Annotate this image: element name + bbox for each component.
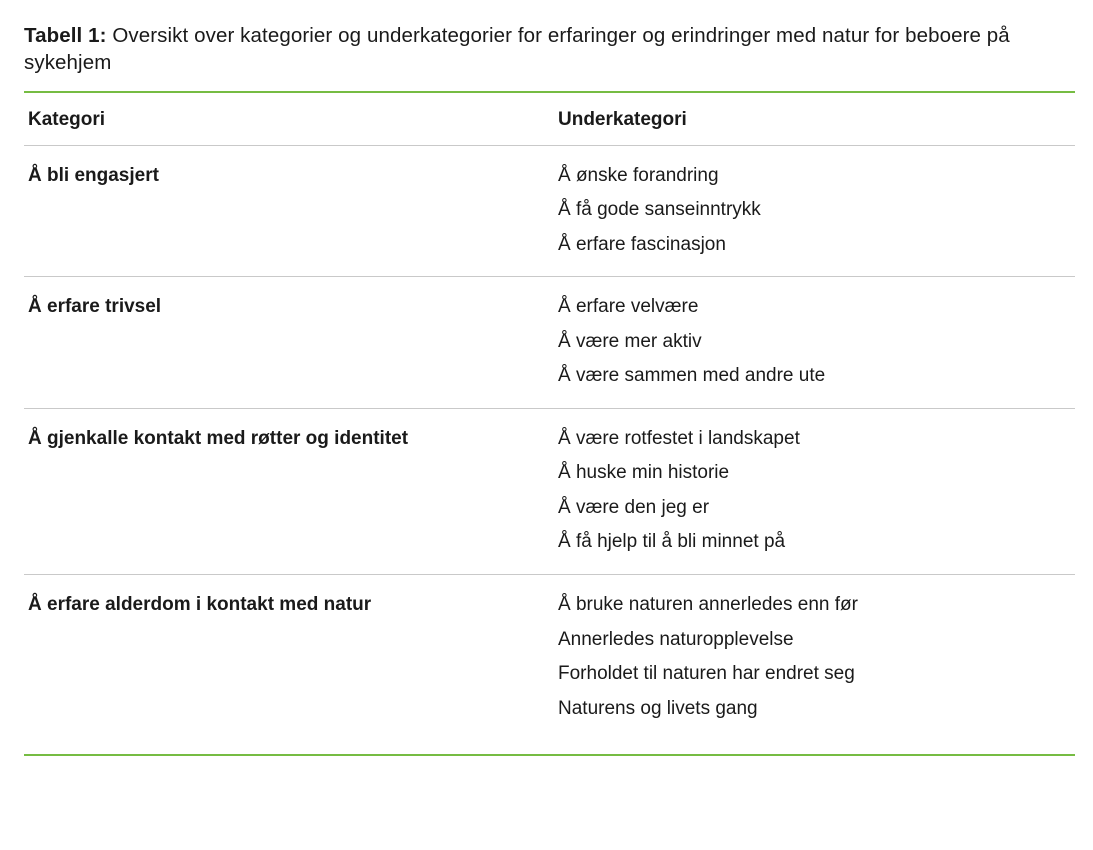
- subcategory-item: Å være sammen med andre ute: [558, 365, 826, 387]
- subcategory-cell: [554, 145, 1075, 277]
- subcategory-item: Å få gode sanseinntrykk: [558, 199, 761, 221]
- category-cell: Å erfare trivsel: [24, 277, 554, 409]
- subcategory-item: Å være mer aktiv: [558, 330, 702, 352]
- subcategory-item: Annerledes naturopplevelse: [558, 628, 794, 650]
- subcategory-item: Naturens og livets gang: [558, 697, 758, 719]
- table-row: [24, 145, 1075, 277]
- categories-table: [24, 93, 1075, 741]
- subcategory-item: Å få hjelp til å bli minnet på: [558, 531, 786, 553]
- subcategory-item: Forholdet til naturen har endret seg: [558, 663, 855, 685]
- table-row: [24, 277, 1075, 409]
- subcategory-item: Å ønske forandring: [558, 164, 719, 186]
- caption-text: Oversikt over kategorier og underkategorier for erfaringer og erindringer med natur for beboere på sykehjem: [24, 24, 1010, 75]
- subcategory-cell: [554, 574, 1075, 740]
- subcategory-item: Å være den jeg er: [558, 496, 710, 518]
- category-cell: Å erfare alderdom i kontakt med natur: [28, 593, 372, 615]
- subcategory-item: Å erfare velvære: [558, 296, 699, 318]
- caption-label: Tabell 1:: [24, 24, 107, 47]
- subcategory-item: Å være rotfestet i landskapet: [558, 427, 800, 449]
- column-header-underkategori: Underkategori: [554, 93, 1075, 146]
- subcategory-item: Å erfare fascinasjon: [558, 233, 726, 255]
- table-row: [24, 574, 1075, 740]
- column-header-kategori: Kategori: [24, 93, 554, 146]
- table-bottom-rule: [24, 754, 1075, 756]
- subcategory-item: Å huske min historie: [558, 462, 730, 484]
- table-header-row: [24, 93, 1075, 146]
- category-cell: Å bli engasjert: [24, 145, 554, 277]
- table-bottom-rule-wrap: [24, 740, 1075, 756]
- subcategory-cell: [554, 408, 1075, 574]
- subcategory-item: Å bruke naturen annerledes enn før: [558, 593, 858, 615]
- table-row: [24, 408, 1075, 574]
- table-caption: [24, 22, 1069, 77]
- subcategory-cell: [554, 277, 1075, 409]
- category-cell: Å gjenkalle kontakt med røtter og identitet: [24, 408, 554, 574]
